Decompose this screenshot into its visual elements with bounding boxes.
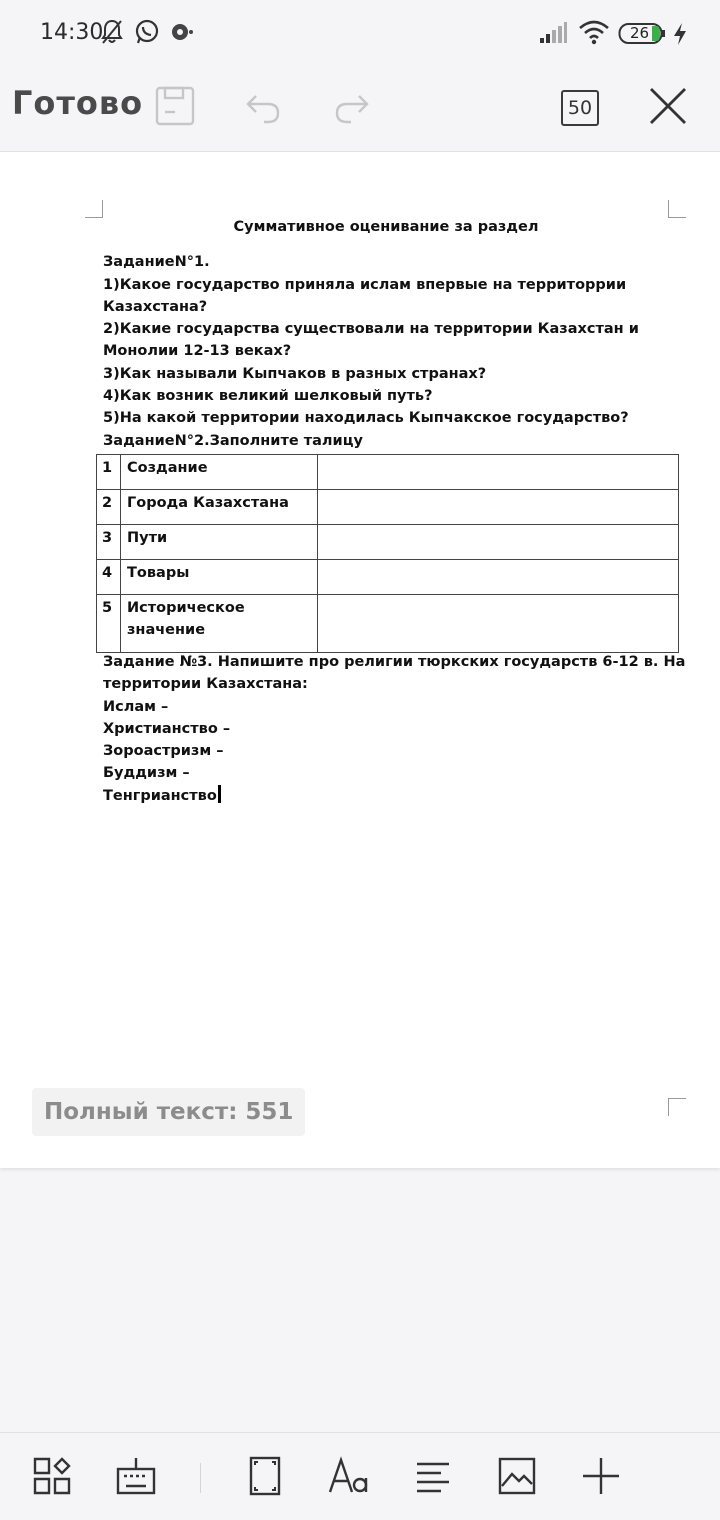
whatsapp-icon	[133, 18, 161, 50]
document-line-text: Тенгрианство	[103, 787, 217, 804]
bottom-toolbar	[0, 1432, 720, 1520]
page-view-button[interactable]	[240, 1453, 290, 1503]
layout-icon	[32, 1456, 72, 1500]
page-count: 50	[561, 90, 599, 126]
layout-button[interactable]	[27, 1453, 77, 1503]
text-cursor	[218, 785, 221, 803]
document-body[interactable]	[103, 216, 683, 452]
table-cell-label[interactable]: Города Казахстана	[121, 490, 318, 525]
table-cell-label[interactable]: Пути	[121, 525, 318, 560]
sync-icon	[168, 18, 194, 50]
wifi-icon	[578, 18, 610, 50]
document-table[interactable]	[96, 454, 679, 653]
add-icon	[581, 1456, 621, 1500]
save-icon	[155, 86, 195, 130]
document-line: Задание №3. Напишите про религии тюркских государств 6-12 в. На	[103, 654, 686, 670]
table-cell-value[interactable]	[318, 560, 679, 595]
toolbar-divider	[200, 1463, 201, 1493]
table-cell-value[interactable]	[318, 525, 679, 560]
document-line: 5)На какой территории находилась Кыпчакское государство?	[103, 410, 629, 427]
document-line: 3)Как называли Кыпчаков в разных странах?	[103, 365, 487, 382]
table-row	[97, 595, 679, 653]
signal-icon	[538, 18, 568, 50]
image-icon	[497, 1456, 537, 1500]
document-line: Зороастризм –	[103, 743, 224, 760]
table-cell-label[interactable]: Товары	[121, 560, 318, 595]
redo-icon	[331, 86, 371, 130]
align-button[interactable]	[408, 1453, 458, 1503]
document-page[interactable]	[0, 152, 720, 1168]
table-cell-number[interactable]: 2	[97, 490, 121, 525]
document-line: Казахстана?	[103, 298, 208, 315]
document-body-section3[interactable]	[103, 651, 686, 807]
document-title: Суммативное оценивание за раздел	[233, 219, 539, 235]
page-view-icon	[245, 1456, 285, 1500]
document-line-last	[103, 785, 683, 807]
document-line: ЗаданиеN°1.	[103, 254, 210, 271]
status-time: 14:30	[40, 20, 104, 45]
font-icon	[327, 1456, 371, 1500]
table-row	[97, 490, 679, 525]
mute-bell-icon	[100, 18, 124, 50]
word-count-badge: Полный текст: 551	[32, 1088, 305, 1136]
battery-icon	[618, 22, 666, 50]
font-button[interactable]	[324, 1453, 374, 1503]
undo-icon	[244, 86, 284, 130]
table-cell-number[interactable]: 3	[97, 525, 121, 560]
table-row	[97, 560, 679, 595]
document-line: ЗаданиеN°2.Заполните талицу	[103, 432, 363, 449]
document-line: Буддизм –	[103, 765, 190, 782]
charging-icon	[672, 22, 688, 50]
table-cell-value[interactable]	[318, 490, 679, 525]
battery-level: 26	[630, 24, 650, 42]
table-cell-value[interactable]	[318, 595, 679, 653]
close-icon	[648, 86, 688, 130]
keyboard-button[interactable]	[111, 1453, 161, 1503]
margin-corner-bottom-right	[668, 1098, 686, 1116]
table-cell-label[interactable]: Историческое значение	[121, 595, 318, 653]
table-cell-number[interactable]: 5	[97, 595, 121, 653]
document-line: Ислам –	[103, 698, 169, 715]
align-icon	[413, 1456, 453, 1500]
document-line: Монолии 12-13 веках?	[103, 343, 292, 360]
save-button[interactable]	[147, 80, 203, 136]
document-line: территории Казахстана:	[103, 676, 308, 693]
document-line: 1)Какое государство приняла ислам впервые на территоррии	[103, 276, 627, 293]
status-bar	[0, 0, 720, 70]
editor-toolbar	[0, 70, 720, 152]
document-line: 2)Какие государства существовали на территории Казахстан и	[103, 321, 639, 338]
table-row	[97, 525, 679, 560]
done-button[interactable]: Готово	[12, 84, 144, 122]
undo-button[interactable]	[236, 80, 292, 136]
redo-button[interactable]	[323, 80, 379, 136]
keyboard-icon	[115, 1456, 157, 1500]
table-cell-label[interactable]: Создание	[121, 455, 318, 490]
table-cell-number[interactable]: 1	[97, 455, 121, 490]
document-line: Христианство –	[103, 720, 231, 737]
add-button[interactable]	[576, 1453, 626, 1503]
table-row	[97, 455, 679, 490]
insert-image-button[interactable]	[492, 1453, 542, 1503]
table-cell-number[interactable]: 4	[97, 560, 121, 595]
document-line: 4)Как возник великий шелковый путь?	[103, 388, 433, 405]
close-button[interactable]	[640, 80, 696, 136]
table-cell-value[interactable]	[318, 455, 679, 490]
page-count-button[interactable]	[552, 80, 608, 136]
